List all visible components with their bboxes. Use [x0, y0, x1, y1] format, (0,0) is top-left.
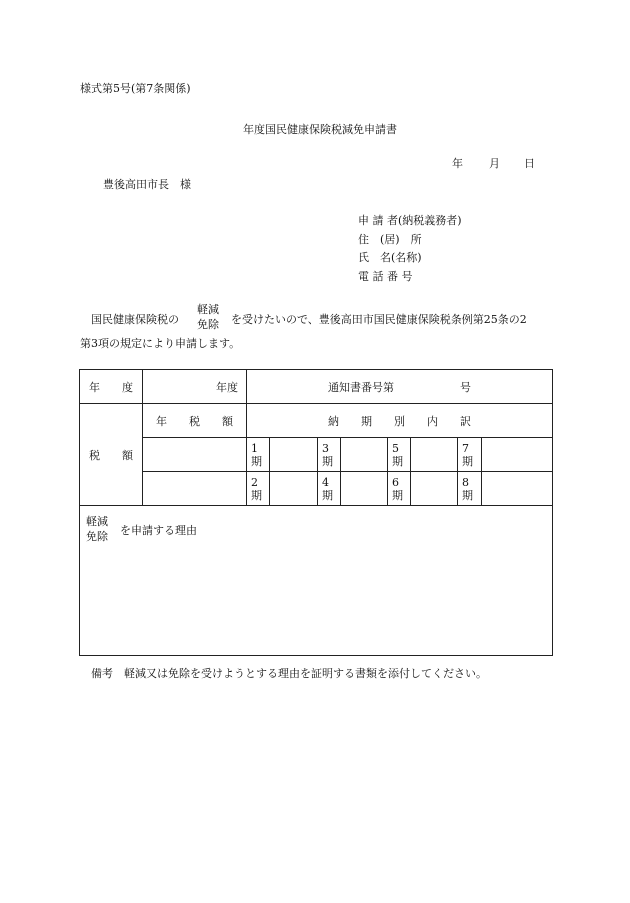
addressee: 豊後高田市長 様 [103, 178, 191, 191]
period-3: 3 期 [318, 438, 341, 472]
nendo-label: 年 度 [80, 370, 143, 404]
period-6: 6 期 [388, 472, 411, 506]
notice-number: 通知書番号第 号 [247, 370, 553, 404]
period-8: 8 期 [458, 472, 482, 506]
period-1: 1 期 [247, 438, 270, 472]
period-2: 2 期 [247, 472, 270, 506]
reason-option-reduce: 軽減 [86, 515, 108, 528]
applicant-phone: 電 話 番 号 [358, 270, 413, 283]
annual-tax-label: 年 税 額 [143, 404, 247, 438]
nendo-value: 年度 [143, 370, 247, 404]
period-6-amount[interactable] [411, 472, 458, 506]
body-tail: を受けたいので、豊後高田市国民健康保険税条例第25条の2 [231, 313, 527, 326]
period-8-amount[interactable] [482, 472, 553, 506]
period-4: 4 期 [318, 472, 341, 506]
body-line2: 第3項の規定により申請します。 [80, 337, 241, 350]
period-5: 5 期 [388, 438, 411, 472]
period-3-amount[interactable] [341, 438, 388, 472]
period-2-amount[interactable] [270, 472, 318, 506]
tax-table [79, 369, 553, 656]
applicant-role: 申 請 者(納税義務者) [358, 214, 462, 227]
breakdown-label: 納 期 別 内 訳 [247, 404, 553, 438]
body-option-reduce: 軽減 [197, 303, 219, 316]
reason-option-stack [84, 514, 110, 544]
applicant-name: 氏 名(名称) [358, 251, 422, 264]
body-lead: 国民健康保険税の [91, 313, 179, 326]
body-option-stack [195, 302, 221, 332]
period-5-amount[interactable] [411, 438, 458, 472]
reason-label: を申請する理由 [120, 524, 197, 537]
period-4-amount[interactable] [341, 472, 388, 506]
date-year: 年 [452, 157, 463, 170]
period-1-amount[interactable] [270, 438, 318, 472]
body-option-exempt: 免除 [197, 318, 219, 331]
reason-box[interactable] [80, 506, 553, 656]
document-title: 年度国民健康保険税減免申請書 [243, 123, 397, 136]
period-7-amount[interactable] [482, 438, 553, 472]
note: 備考 軽減又は免除を受けようとする理由を証明する書類を添付してください。 [91, 667, 487, 680]
form-number: 様式第5号(第7条関係) [80, 82, 191, 95]
reason-option-exempt: 免除 [86, 530, 108, 543]
annual-tax-value-2[interactable] [143, 472, 247, 506]
tax-label: 税 額 [80, 404, 143, 506]
period-7: 7 期 [458, 438, 482, 472]
date-month: 月 [489, 157, 500, 170]
applicant-address: 住 (居) 所 [358, 233, 422, 246]
annual-tax-value-1[interactable] [143, 438, 247, 472]
date-day: 日 [524, 157, 535, 170]
